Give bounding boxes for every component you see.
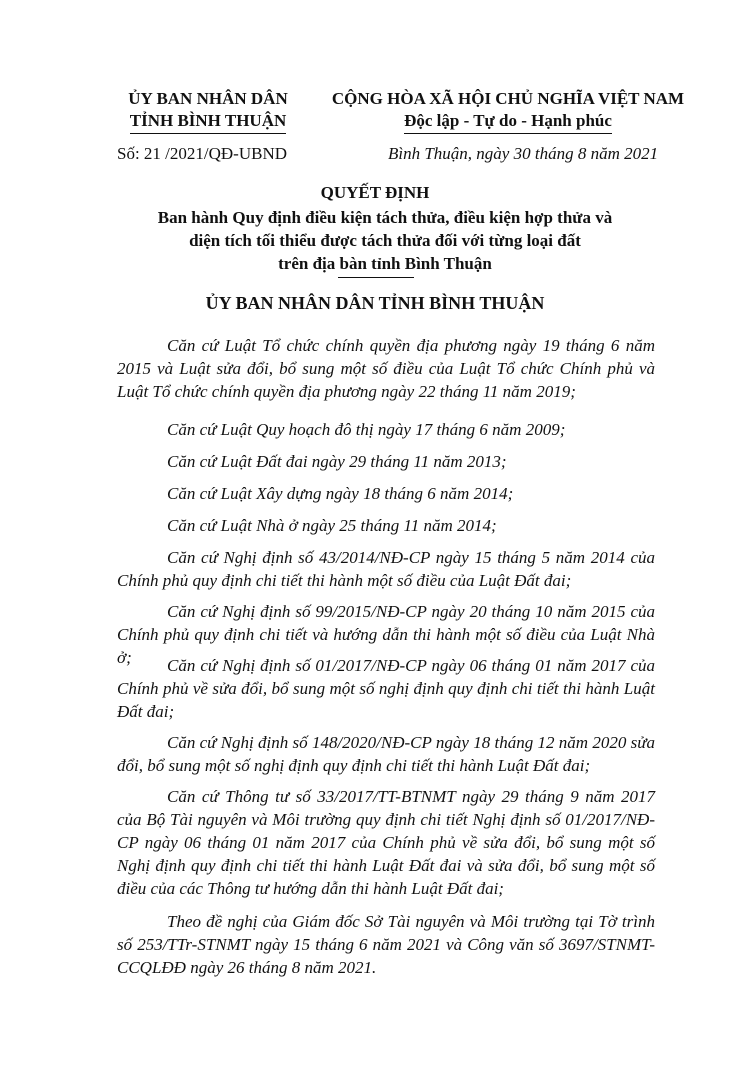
legal-basis-paragraph: Căn cứ Nghị định số 01/2017/NĐ-CP ngày 06 tháng 01 năm 2017 của Chính phủ về sửa đổi, bổ sung một số nghị định quy định chi tiết thi hành Luật Đất đai; <box>117 656 655 721</box>
document-date: Bình Thuận, ngày 30 tháng 8 năm 2021 <box>388 144 659 163</box>
legal-basis-paragraph: Căn cứ Luật Quy hoạch đô thị ngày 17 tháng 6 năm 2009; <box>167 420 566 439</box>
national-header <box>318 88 698 134</box>
country-name: CỘNG HÒA XÃ HỘI CHỦ NGHĨA VIỆT NAM <box>331 89 685 108</box>
subtitle-line: trên địa bàn tỉnh Bình Thuận <box>278 254 492 273</box>
subtitle-line: Ban hành Quy định điều kiện tách thửa, điều kiện hợp thửa và <box>157 208 613 227</box>
subtitle-line: diện tích tối thiểu được tách thửa đối với từng loại đất <box>189 231 581 250</box>
org-line-1: ỦY BAN NHÂN DÂN <box>128 89 288 108</box>
title-divider <box>338 277 414 278</box>
legal-basis-paragraph: Căn cứ Nghị định số 148/2020/NĐ-CP ngày 18 tháng 12 năm 2020 sửa đổi, bổ sung một số nghị định quy định chi tiết thi hành Luật Đất đai; <box>117 733 655 775</box>
legal-basis-paragraph: Căn cứ Nghị định số 99/2015/NĐ-CP ngày 20 tháng 10 năm 2015 của Chính phủ quy định chi tiết và hướng dẫn thi hành một số điều của Luật Nhà ở; <box>117 602 655 667</box>
issuing-authority-header <box>103 88 313 134</box>
org-line-2: TỈNH BÌNH THUẬN <box>130 110 287 134</box>
document-title: QUYẾT ĐỊNH <box>320 183 430 202</box>
legal-basis-paragraph: Căn cứ Luật Đất đai ngày 29 tháng 11 năm 2013; <box>167 452 507 471</box>
legal-basis-paragraph: Căn cứ Nghị định số 43/2014/NĐ-CP ngày 15 tháng 5 năm 2014 của Chính phủ quy định chi tiết thi hành một số điều của Luật Đất đai; <box>117 548 655 590</box>
document-number: Số: 21 /2021/QĐ-UBND <box>117 144 288 163</box>
legal-basis-paragraph: Căn cứ Luật Xây dựng ngày 18 tháng 6 năm 2014; <box>167 484 514 503</box>
proposal-paragraph: Theo đề nghị của Giám đốc Sở Tài nguyên và Môi trường tại Tờ trình số 253/TTr-STNMT ngày 15 tháng 6 năm 2021 và Công văn số 3697/STNMT-CCQLĐĐ ngày 26 tháng 8 năm 2021. <box>117 912 655 977</box>
legal-basis-paragraph: Căn cứ Luật Tổ chức chính quyền địa phương ngày 19 tháng 6 năm 2015 và Luật sửa đổi, bổ sung một số điều của Luật Tổ chức Chính phủ và Luật Tổ chức chính quyền địa phương ngày 22 tháng 11 năm 2019; <box>117 336 655 401</box>
national-motto: Độc lập - Tự do - Hạnh phúc <box>404 110 612 134</box>
issuing-body-heading: ỦY BAN NHÂN DÂN TỈNH BÌNH THUẬN <box>205 293 545 313</box>
document-subtitle <box>100 206 670 275</box>
legal-basis-paragraph: Căn cứ Luật Nhà ở ngày 25 tháng 11 năm 2014; <box>167 516 497 535</box>
legal-basis-paragraph: Căn cứ Thông tư số 33/2017/TT-BTNMT ngày 29 tháng 9 năm 2017 của Bộ Tài nguyên và Môi trường quy định chi tiết Nghị định số 01/2017/NĐ-CP ngày 06 tháng 01 năm 2017 của Chính phủ về sửa đổi, bổ sung một số Nghị định quy định chi tiết thi hành Luật Đất đai và sửa đổi, bổ sung một số điều của các Thông tư hướng dẫn thi hành Luật Đất đai; <box>117 787 655 898</box>
